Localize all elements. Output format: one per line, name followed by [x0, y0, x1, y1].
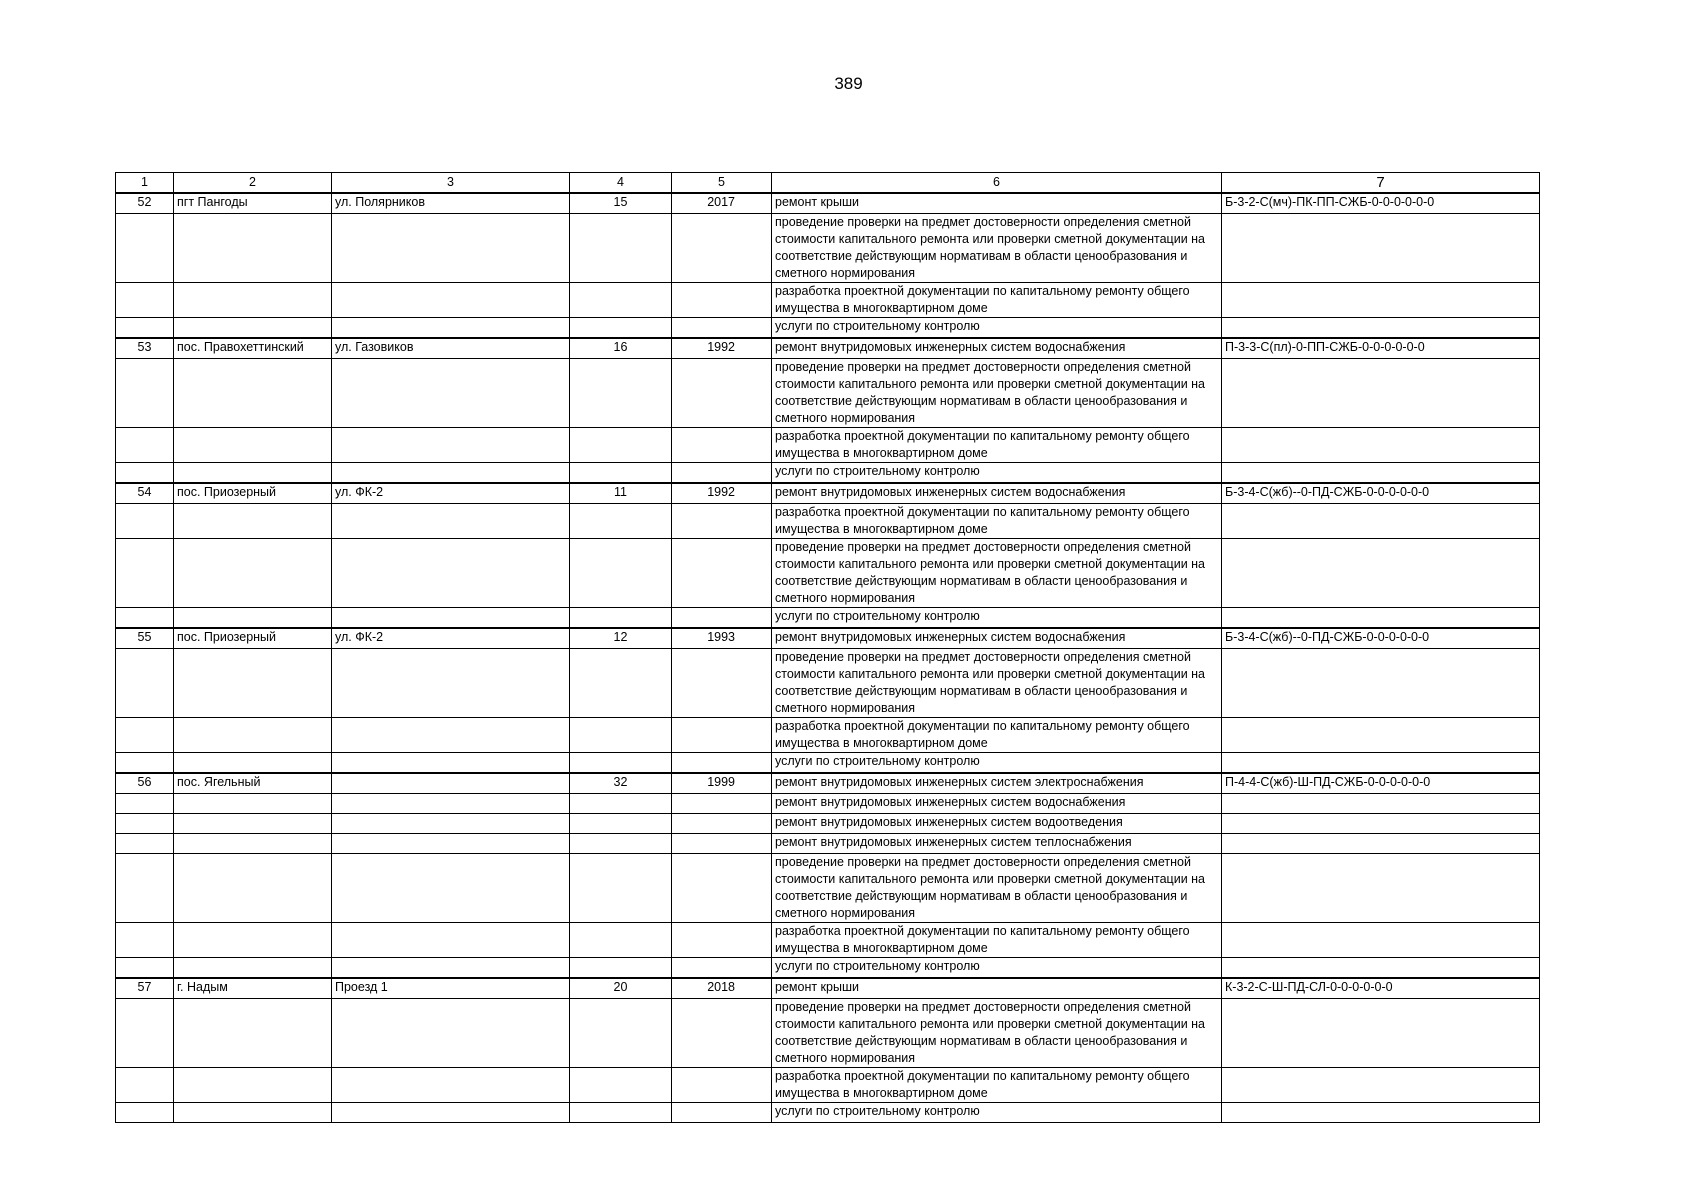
table-row-object: [116, 193, 1540, 214]
cell-building-code: [1222, 318, 1540, 339]
table-row-work: [116, 753, 1540, 774]
cell-year: [672, 539, 772, 608]
cell-building-code: [1222, 608, 1540, 629]
cell-number: [116, 854, 174, 923]
cell-settlement: [174, 854, 332, 923]
cell-settlement: [174, 834, 332, 854]
cell-work-type: разработка проектной документации по капитальному ремонту общего имущества в многоквартирном доме: [772, 923, 1222, 958]
cell-year: [672, 794, 772, 814]
cell-settlement: [174, 539, 332, 608]
table-row-work: [116, 1103, 1540, 1123]
cell-street: [332, 1103, 570, 1123]
cell-street: [332, 854, 570, 923]
cell-house: 32: [570, 773, 672, 794]
cell-building-code: Б-3-4-С(жб)--0-ПД-СЖБ-0-0-0-0-0-0: [1222, 628, 1540, 649]
cell-work-type: ремонт внутридомовых инженерных систем теплоснабжения: [772, 834, 1222, 854]
table-row-work: [116, 854, 1540, 923]
cell-street: [332, 773, 570, 794]
column-header: 2: [174, 173, 332, 194]
cell-settlement: [174, 504, 332, 539]
cell-settlement: [174, 958, 332, 979]
cell-building-code: [1222, 504, 1540, 539]
cell-work-type: разработка проектной документации по капитальному ремонту общего имущества в многоквартирном доме: [772, 718, 1222, 753]
cell-house: 20: [570, 978, 672, 999]
cell-number: [116, 794, 174, 814]
cell-street: ул. Газовиков: [332, 338, 570, 359]
cell-street: [332, 834, 570, 854]
cell-settlement: пос. Правохеттинский: [174, 338, 332, 359]
cell-year: [672, 753, 772, 774]
cell-settlement: [174, 359, 332, 428]
cell-year: [672, 359, 772, 428]
cell-number: [116, 608, 174, 629]
cell-year: 1999: [672, 773, 772, 794]
table-row-object: [116, 338, 1540, 359]
cell-work-type: услуги по строительному контролю: [772, 753, 1222, 774]
cell-house: [570, 214, 672, 283]
cell-house: 11: [570, 483, 672, 504]
cell-year: 2018: [672, 978, 772, 999]
cell-house: [570, 649, 672, 718]
cell-work-type: проведение проверки на предмет достоверности определения сметной стоимости капитального ремонта или проверки сметной документации на соответствие действующим нормативам в области ценообразования и сметного нормирования: [772, 539, 1222, 608]
table-row-object: [116, 483, 1540, 504]
cell-settlement: пгт Пангоды: [174, 193, 332, 214]
table-row-work: [116, 999, 1540, 1068]
table-row-work: [116, 214, 1540, 283]
cell-number: 53: [116, 338, 174, 359]
cell-number: [116, 359, 174, 428]
cell-settlement: г. Надым: [174, 978, 332, 999]
cell-work-type: разработка проектной документации по капитальному ремонту общего имущества в многоквартирном доме: [772, 283, 1222, 318]
cell-number: [116, 923, 174, 958]
cell-house: [570, 958, 672, 979]
page-number: 389: [834, 74, 863, 93]
cell-work-type: услуги по строительному контролю: [772, 958, 1222, 979]
cell-house: [570, 794, 672, 814]
column-header: 7: [1222, 173, 1540, 194]
cell-number: 55: [116, 628, 174, 649]
cell-number: [116, 463, 174, 484]
cell-building-code: [1222, 854, 1540, 923]
column-header: 3: [332, 173, 570, 194]
cell-settlement: пос. Приозерный: [174, 628, 332, 649]
cell-building-code: [1222, 283, 1540, 318]
column-number-row: [116, 173, 1540, 194]
cell-year: [672, 318, 772, 339]
cell-year: [672, 814, 772, 834]
cell-house: [570, 283, 672, 318]
cell-house: [570, 504, 672, 539]
table-row-work: [116, 463, 1540, 484]
cell-house: [570, 814, 672, 834]
cell-settlement: пос. Ягельный: [174, 773, 332, 794]
cell-number: [116, 718, 174, 753]
cell-year: 2017: [672, 193, 772, 214]
cell-number: 54: [116, 483, 174, 504]
table-header: [116, 173, 1540, 194]
table-row-work: [116, 834, 1540, 854]
cell-settlement: [174, 1103, 332, 1123]
cell-house: [570, 463, 672, 484]
cell-building-code: [1222, 958, 1540, 979]
cell-building-code: [1222, 214, 1540, 283]
cell-street: [332, 359, 570, 428]
cell-year: [672, 923, 772, 958]
cell-year: [672, 283, 772, 318]
cell-house: 15: [570, 193, 672, 214]
table-body: [116, 193, 1540, 1123]
cell-street: [332, 923, 570, 958]
cell-number: [116, 814, 174, 834]
table-row-work: [116, 283, 1540, 318]
table-row-work: [116, 428, 1540, 463]
table-row-work: [116, 649, 1540, 718]
cell-work-type: ремонт внутридомовых инженерных систем водоснабжения: [772, 338, 1222, 359]
cell-year: [672, 1068, 772, 1103]
capital-repair-register-table: [115, 172, 1540, 1123]
cell-building-code: [1222, 794, 1540, 814]
cell-settlement: [174, 649, 332, 718]
cell-settlement: [174, 608, 332, 629]
cell-number: [116, 283, 174, 318]
cell-settlement: [174, 753, 332, 774]
cell-building-code: [1222, 1103, 1540, 1123]
cell-work-type: услуги по строительному контролю: [772, 1103, 1222, 1123]
column-header: 6: [772, 173, 1222, 194]
cell-street: [332, 753, 570, 774]
cell-building-code: П-3-3-С(пл)-0-ПП-СЖБ-0-0-0-0-0-0: [1222, 338, 1540, 359]
cell-year: [672, 958, 772, 979]
cell-house: [570, 854, 672, 923]
cell-work-type: услуги по строительному контролю: [772, 318, 1222, 339]
cell-number: [116, 504, 174, 539]
cell-number: [116, 214, 174, 283]
cell-settlement: [174, 318, 332, 339]
cell-year: [672, 718, 772, 753]
cell-street: ул. ФК-2: [332, 628, 570, 649]
cell-building-code: [1222, 428, 1540, 463]
cell-year: 1993: [672, 628, 772, 649]
table-row-work: [116, 958, 1540, 979]
cell-year: [672, 214, 772, 283]
cell-building-code: [1222, 834, 1540, 854]
cell-work-type: разработка проектной документации по капитальному ремонту общего имущества в многоквартирном доме: [772, 504, 1222, 539]
cell-building-code: Б-3-2-С(мч)-ПК-ПП-СЖБ-0-0-0-0-0-0: [1222, 193, 1540, 214]
cell-settlement: [174, 794, 332, 814]
cell-street: [332, 1068, 570, 1103]
cell-street: [332, 463, 570, 484]
cell-settlement: [174, 718, 332, 753]
cell-building-code: [1222, 463, 1540, 484]
cell-house: [570, 608, 672, 629]
cell-number: [116, 1103, 174, 1123]
cell-number: [116, 834, 174, 854]
cell-street: ул. ФК-2: [332, 483, 570, 504]
cell-number: [116, 428, 174, 463]
cell-work-type: ремонт внутридомовых инженерных систем водоснабжения: [772, 794, 1222, 814]
cell-street: [332, 283, 570, 318]
table-row-work: [116, 608, 1540, 629]
cell-settlement: [174, 999, 332, 1068]
cell-house: [570, 428, 672, 463]
cell-street: [332, 814, 570, 834]
cell-street: [332, 718, 570, 753]
cell-building-code: [1222, 753, 1540, 774]
cell-year: [672, 428, 772, 463]
cell-settlement: пос. Приозерный: [174, 483, 332, 504]
cell-house: [570, 1103, 672, 1123]
cell-house: [570, 359, 672, 428]
cell-work-type: ремонт внутридомовых инженерных систем электроснабжения: [772, 773, 1222, 794]
cell-settlement: [174, 814, 332, 834]
cell-building-code: [1222, 814, 1540, 834]
cell-building-code: Б-3-4-С(жб)--0-ПД-СЖБ-0-0-0-0-0-0: [1222, 483, 1540, 504]
cell-work-type: ремонт крыши: [772, 978, 1222, 999]
cell-building-code: [1222, 359, 1540, 428]
table-row-work: [116, 504, 1540, 539]
cell-house: [570, 834, 672, 854]
cell-settlement: [174, 283, 332, 318]
cell-street: [332, 608, 570, 629]
cell-building-code: П-4-4-С(жб)-Ш-ПД-СЖБ-0-0-0-0-0-0: [1222, 773, 1540, 794]
cell-house: [570, 318, 672, 339]
cell-work-type: проведение проверки на предмет достоверности определения сметной стоимости капитального ремонта или проверки сметной документации на соответствие действующим нормативам в области ценообразования и сметного нормирования: [772, 649, 1222, 718]
cell-year: 1992: [672, 338, 772, 359]
cell-house: 12: [570, 628, 672, 649]
cell-settlement: [174, 923, 332, 958]
cell-year: [672, 999, 772, 1068]
cell-house: [570, 999, 672, 1068]
cell-building-code: [1222, 718, 1540, 753]
cell-building-code: [1222, 923, 1540, 958]
cell-year: 1992: [672, 483, 772, 504]
cell-house: 16: [570, 338, 672, 359]
table-row-work: [116, 1068, 1540, 1103]
table-row-work: [116, 923, 1540, 958]
cell-settlement: [174, 428, 332, 463]
cell-house: [570, 718, 672, 753]
column-header: 1: [116, 173, 174, 194]
column-header: 5: [672, 173, 772, 194]
cell-street: [332, 958, 570, 979]
cell-street: Проезд 1: [332, 978, 570, 999]
cell-house: [570, 923, 672, 958]
cell-work-type: разработка проектной документации по капитальному ремонту общего имущества в многоквартирном доме: [772, 428, 1222, 463]
cell-street: [332, 504, 570, 539]
cell-number: [116, 318, 174, 339]
cell-work-type: ремонт крыши: [772, 193, 1222, 214]
cell-number: [116, 999, 174, 1068]
cell-building-code: [1222, 649, 1540, 718]
cell-work-type: услуги по строительному контролю: [772, 463, 1222, 484]
cell-street: ул. Полярников: [332, 193, 570, 214]
cell-number: [116, 539, 174, 608]
cell-building-code: [1222, 999, 1540, 1068]
cell-year: [672, 1103, 772, 1123]
cell-year: [672, 608, 772, 629]
table-row-object: [116, 978, 1540, 999]
cell-work-type: ремонт внутридомовых инженерных систем водоотведения: [772, 814, 1222, 834]
cell-year: [672, 834, 772, 854]
table-row-work: [116, 814, 1540, 834]
cell-number: [116, 753, 174, 774]
cell-house: [570, 1068, 672, 1103]
cell-number: [116, 958, 174, 979]
cell-work-type: проведение проверки на предмет достоверности определения сметной стоимости капитального ремонта или проверки сметной документации на соответствие действующим нормативам в области ценообразования и сметного нормирования: [772, 854, 1222, 923]
cell-number: 57: [116, 978, 174, 999]
cell-year: [672, 504, 772, 539]
cell-street: [332, 318, 570, 339]
cell-street: [332, 214, 570, 283]
column-header: 4: [570, 173, 672, 194]
cell-number: [116, 649, 174, 718]
cell-work-type: услуги по строительному контролю: [772, 608, 1222, 629]
table-row-object: [116, 628, 1540, 649]
cell-street: [332, 794, 570, 814]
cell-street: [332, 539, 570, 608]
cell-house: [570, 753, 672, 774]
cell-building-code: К-3-2-С-Ш-ПД-СЛ-0-0-0-0-0-0: [1222, 978, 1540, 999]
cell-year: [672, 649, 772, 718]
cell-number: [116, 1068, 174, 1103]
cell-house: [570, 539, 672, 608]
cell-settlement: [174, 463, 332, 484]
cell-year: [672, 854, 772, 923]
table-row-work: [116, 539, 1540, 608]
cell-building-code: [1222, 539, 1540, 608]
cell-year: [672, 463, 772, 484]
table-row-object: [116, 773, 1540, 794]
cell-settlement: [174, 1068, 332, 1103]
cell-number: 56: [116, 773, 174, 794]
table-row-work: [116, 359, 1540, 428]
cell-work-type: проведение проверки на предмет достоверности определения сметной стоимости капитального ремонта или проверки сметной документации на соответствие действующим нормативам в области ценообразования и сметного нормирования: [772, 214, 1222, 283]
cell-settlement: [174, 214, 332, 283]
cell-street: [332, 999, 570, 1068]
cell-number: 52: [116, 193, 174, 214]
cell-work-type: ремонт внутридомовых инженерных систем водоснабжения: [772, 483, 1222, 504]
table-row-work: [116, 794, 1540, 814]
table-row-work: [116, 318, 1540, 339]
cell-building-code: [1222, 1068, 1540, 1103]
cell-street: [332, 649, 570, 718]
cell-street: [332, 428, 570, 463]
cell-work-type: проведение проверки на предмет достоверности определения сметной стоимости капитального ремонта или проверки сметной документации на соответствие действующим нормативам в области ценообразования и сметного нормирования: [772, 999, 1222, 1068]
cell-work-type: ремонт внутридомовых инженерных систем водоснабжения: [772, 628, 1222, 649]
cell-work-type: разработка проектной документации по капитальному ремонту общего имущества в многоквартирном доме: [772, 1068, 1222, 1103]
table-row-work: [116, 718, 1540, 753]
cell-work-type: проведение проверки на предмет достоверности определения сметной стоимости капитального ремонта или проверки сметной документации на соответствие действующим нормативам в области ценообразования и сметного нормирования: [772, 359, 1222, 428]
